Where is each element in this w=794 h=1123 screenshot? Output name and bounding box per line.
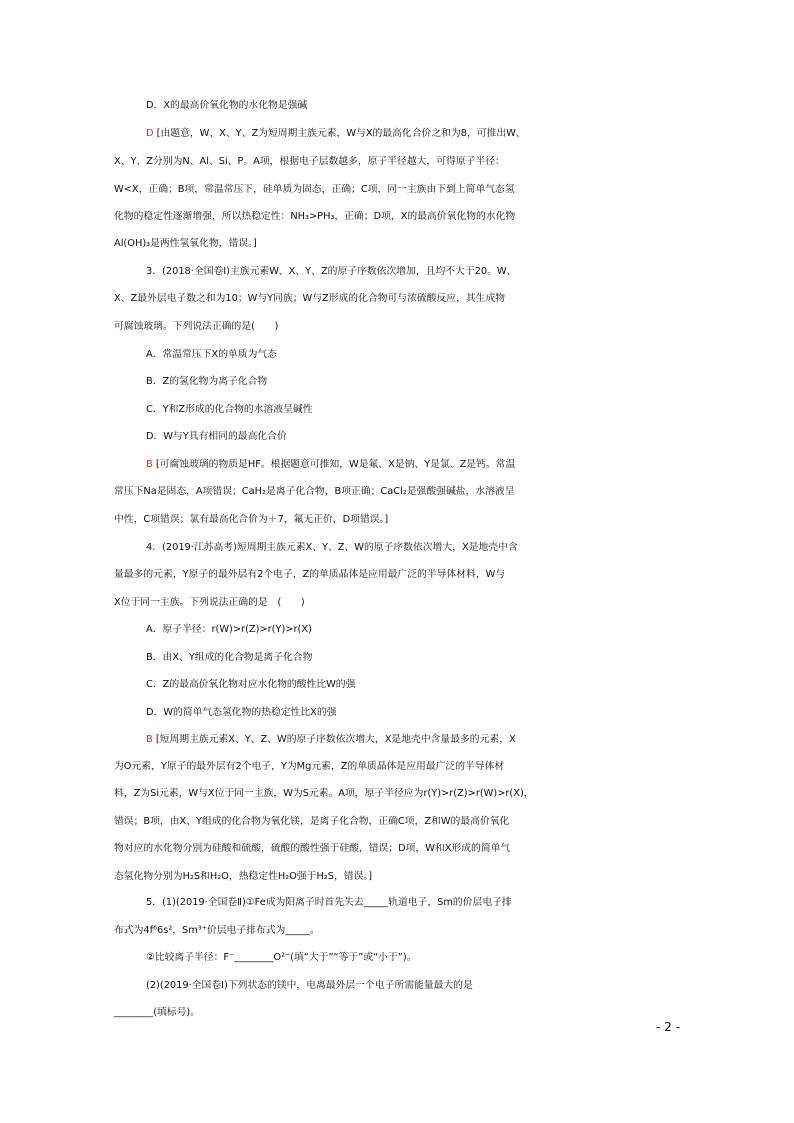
option-d: D．W与Y具有相同的最高化合价 [146, 431, 287, 442]
text-line: 态氢化物分别为H₂S和H₂O，热稳定性H₂O强于H₂S，错误。] [114, 871, 373, 882]
option-a: A．常温常压下X的单质为气态 [146, 349, 277, 360]
answer-line: D [由题意，W、X、Y、Z为短周期主族元素，W与X的最高化合价之和为8，可推出W、 [146, 128, 526, 139]
text-line: D．X的最高价氧化物的水化物是强碱 [146, 100, 308, 111]
option-c: C．Y和Z形成的化合物的水溶液呈碱性 [146, 404, 313, 415]
option-b: B．由X、Y组成的化合物是离子化合物 [146, 652, 313, 663]
text-line: 为O元素，Y原子的最外层有2个电子，Y为Mg元素，Z的单质晶体是应用最广泛的半导体材 [114, 761, 505, 772]
text-line: (2)(2019·全国卷Ⅰ)下列状态的镁中，电离最外层一个电子所需能量最大的是 [146, 980, 473, 991]
text-line: 布式为4f⁶6s²，Sm³⁺价层电子排布式为_____。 [114, 925, 320, 936]
text-line: X、Z最外层电子数之和为10；W与Y同族；W与Z形成的化合物可与浓硫酸反应，其生成物 [114, 293, 506, 304]
question-5-line: 5．(1)(2019·全国卷Ⅱ)①Fe成为阳离子时首先失去_____轨道电子，Sm的价层电子排 [146, 897, 512, 908]
option-b: B．Z的氢化物为离子化合物 [146, 376, 268, 387]
text-line: ________(填标号)。 [114, 1007, 201, 1018]
text-line: 错误；B项，由X、Y组成的化合物为氧化镁，是离子化合物，正确C项，Z和W的最高价氧化 [114, 816, 510, 827]
question-4-line: 4．(2019·江苏高考)短周期主族元素X、Y、Z、W的原子序数依次增大，X是地壳中含 [146, 542, 518, 553]
text-line: Al(OH)₃是两性氢氧化物，错误。] [114, 238, 257, 249]
text-line: W<X，正确；B项，常温常压下，硅单质为固态，正确；C项，同一主族由下到上简单气态氢 [114, 184, 515, 195]
answer-line: B [可腐蚀玻璃的物质是HF。根据题意可推知，W是氟、X是钠、Y是氯、Z是钙。常温 [146, 459, 516, 470]
option-d: D．W的简单气态氢化物的热稳定性比X的强 [146, 707, 337, 718]
text-line: 化物的稳定性逐渐增强，所以热稳定性：NH₃>PH₃，正确；D项，X的最高价氧化物的水化物 [114, 211, 516, 222]
text-line: X、Y、Z分别为N、Al、Si、P。A项，根据电子层数越多，原子半径越大，可得原子半径： [114, 156, 505, 167]
answer-letter: B [146, 734, 153, 745]
text-line: ②比较离子半径：F⁻________O²⁻(填“大于”“等于”或“小于”)。 [146, 952, 417, 963]
text-line: 中性，C项错误；氯有最高化合价为＋7，氟无正价，D项错误。] [114, 514, 389, 525]
text-line: 常压下Na是固态，A项错误；CaH₂是离子化合物，B项正确；CaCl₂是强酸强碱盐，水溶液呈 [114, 486, 515, 497]
answer-letter: D [146, 128, 154, 139]
answer-line: B [短周期主族元素X、Y、Z、W的原子序数依次增大，X是地壳中含量最多的元素，X [146, 734, 516, 745]
text-line: 料，Z为Si元素，W与X位于同一主族，W为S元素。A项，原子半径应为r(Y)>r(Z)>r(W)>r(X)， [114, 788, 534, 799]
text-line: 量最多的元素，Y原子的最外层有2个电子，Z的单质晶体是应用最广泛的半导体材料，W与 [114, 569, 506, 580]
option-a: A．原子半径：r(W)>r(Z)>r(Y)>r(X) [146, 624, 312, 635]
question-3-line: 3．(2018·全国卷Ⅰ)主族元素W、X、Y、Z的原子序数依次增加，且均不大于20。W、 [146, 266, 517, 277]
text-line: 可腐蚀玻璃。下列说法正确的是( ) [114, 321, 279, 332]
answer-letter: B [146, 459, 153, 470]
option-c: C．Z的最高价氧化物对应水化物的酸性比W的强 [146, 679, 356, 690]
page-number: - 2 - [656, 1020, 680, 1034]
text-line: X位于同一主族。下列说法正确的是 ( ) [114, 597, 305, 608]
text-line: 物对应的水化物分别为硅酸和硫酸，硫酸的酸性强于硅酸，错误；D项，W和X形成的简单气 [114, 843, 511, 854]
